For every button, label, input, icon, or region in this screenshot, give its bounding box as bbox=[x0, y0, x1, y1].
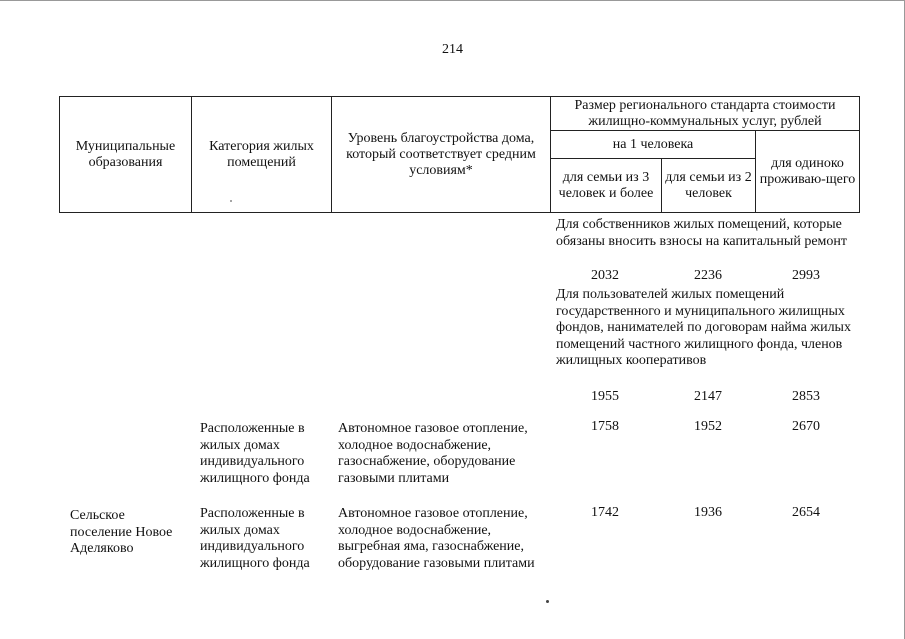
owners-value-family3: 2032 bbox=[591, 268, 619, 283]
users-value-family2: 2147 bbox=[694, 389, 722, 404]
row2-level: Автономное газовое отопление, холодное водоснабжение, выгребная яма, газоснабжение, оборудование газовыми плитами bbox=[338, 506, 535, 571]
header-family3: для семьи из 3 человек и более bbox=[551, 159, 662, 213]
users-value-single: 2853 bbox=[792, 389, 820, 404]
row1-value-family2: 1952 bbox=[694, 419, 722, 434]
owners-value-family2: 2236 bbox=[694, 268, 722, 283]
row1-level: Автономное газовое отопление, холодное водоснабжение, газоснабжение, оборудование газовыми плитами bbox=[338, 421, 528, 486]
scan-speck bbox=[546, 600, 549, 603]
header-category: Категория жилых помещений bbox=[192, 97, 332, 213]
row1-value-family3: 1758 bbox=[591, 419, 619, 434]
header-family2: для семьи из 2 человек bbox=[662, 159, 756, 213]
row2-value-family2: 1936 bbox=[694, 505, 722, 520]
row1-category: Расположенные в жилых домах индивидуального жилищного фонда bbox=[200, 421, 310, 486]
row2-value-family3: 1742 bbox=[591, 505, 619, 520]
row2-category: Расположенные в жилых домах индивидуального жилищного фонда bbox=[200, 506, 310, 571]
header-size: Размер регионального стандарта стоимости жилищно-коммунальных услуг, рублей bbox=[551, 97, 860, 131]
users-value-family3: 1955 bbox=[591, 389, 619, 404]
row1-value-single: 2670 bbox=[792, 419, 820, 434]
scan-speck bbox=[230, 200, 232, 202]
row2-value-single: 2654 bbox=[792, 505, 820, 520]
section-users: Для пользователей жилых помещений государственного и муниципального жилищных фондов, нанимателей по договорам найма жилых помещений частного жилищного фонда, членов жилищных кооперативов bbox=[556, 287, 851, 368]
section-owners: Для собственников жилых помещений, которые обязаны вносить взносы на капитальный ремонт bbox=[556, 217, 847, 249]
header-level: Уровень благоустройства дома, который соответствует средним условиям* bbox=[332, 97, 551, 213]
table-header bbox=[59, 96, 860, 213]
scan-edge-top bbox=[0, 0, 905, 1]
page-number: 214 bbox=[442, 42, 463, 57]
row2-municipality: Сельское поселение Новое Аделяково bbox=[70, 508, 173, 556]
header-municipal: Муниципальные образования bbox=[60, 97, 192, 213]
owners-value-single: 2993 bbox=[792, 268, 820, 283]
header-single: для одиноко проживаю-щего bbox=[756, 131, 860, 213]
header-per-person: на 1 человека bbox=[551, 131, 756, 159]
